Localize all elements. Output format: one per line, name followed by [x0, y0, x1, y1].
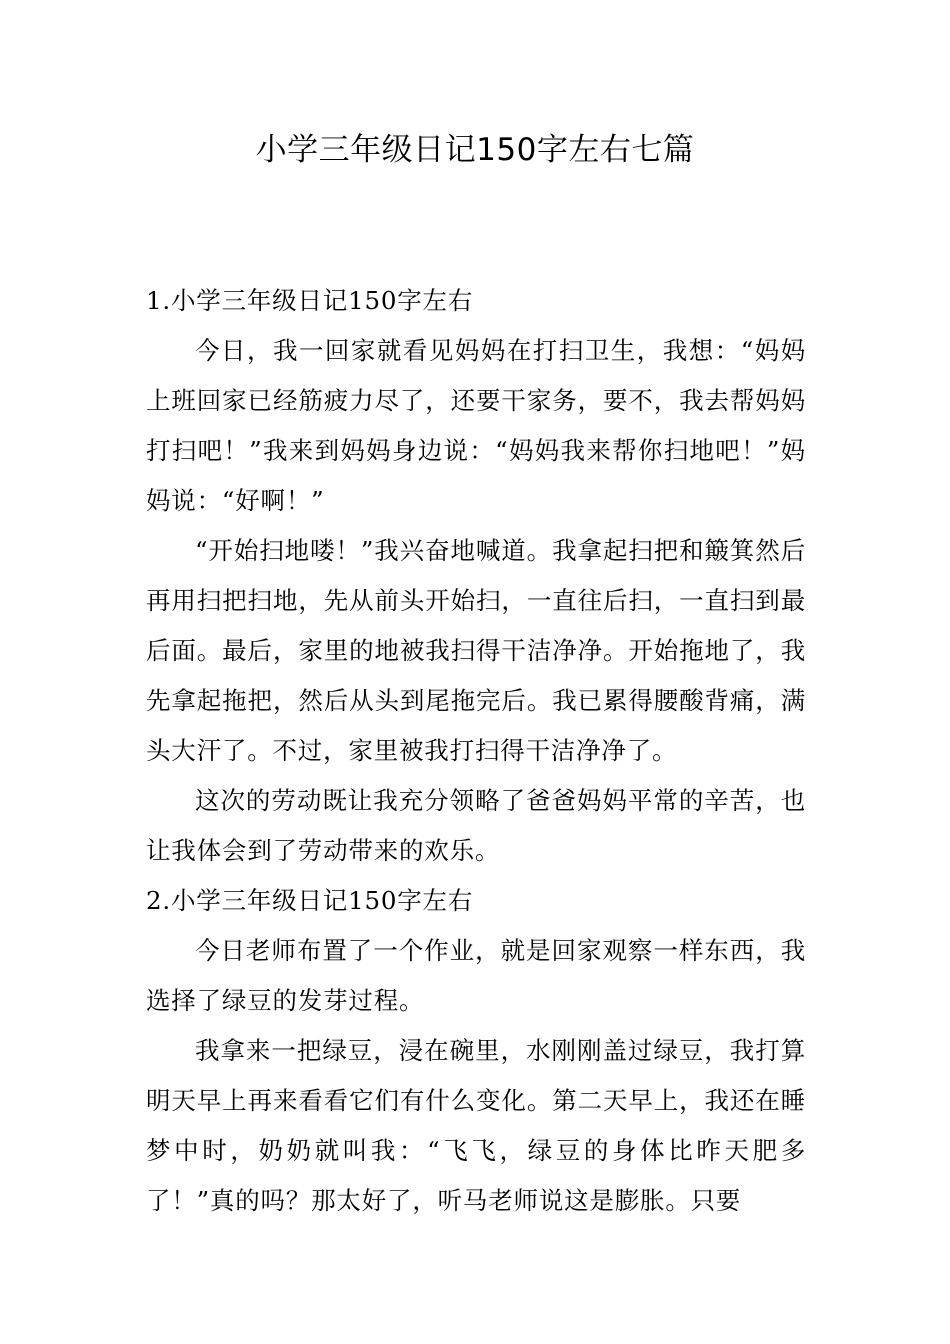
section-2-paragraph-1: 今日老师布置了一个作业，就是回家观察一样东西，我选择了绿豆的发芽过程。	[146, 936, 806, 1015]
section-1-paragraph-2: “开始扫地喽！”我兴奋地喊道。我拿起扫把和簸箕然后再用扫把扫地，先从前头开始扫，一直往后扫，一直扫到最后面。最后，家里的地被我扫得干洁净净。开始拖地了，我先拿起拖把，然后从头到尾拖完后。我已累得腰酸背痛，满头大汗了。不过，家里被我打扫得干洁净净了。	[146, 536, 806, 765]
section-heading-2: 2.小学三年级日记150字左右	[146, 886, 474, 915]
document-title: 小学三年级日记150字左右七篇	[255, 132, 695, 168]
section-1-paragraph-1: 今日，我一回家就看见妈妈在打扫卫生，我想：“妈妈上班回家已经筋疲力尽了，还要干家务，要不，我去帮妈妈打扫吧！”我来到妈妈身边说：“妈妈我来帮你扫地吧！”妈妈说：“好啊！”	[146, 336, 806, 515]
section-1-paragraph-3: 这次的劳动既让我充分领略了爸爸妈妈平常的辛苦，也让我体会到了劳动带来的欢乐。	[146, 786, 806, 865]
document-body	[146, 276, 806, 1226]
section-2-paragraph-2: 我拿来一把绿豆，浸在碗里，水刚刚盖过绿豆，我打算明天早上再来看看它们有什么变化。第二天早上，我还在睡梦中时，奶奶就叫我：“飞飞，绿豆的身体比昨天肥多了！”真的吗？那太好了，听马老师说这是膨胀。只要	[146, 1036, 806, 1215]
section-heading-1: 1.小学三年级日记150字左右	[146, 286, 474, 315]
